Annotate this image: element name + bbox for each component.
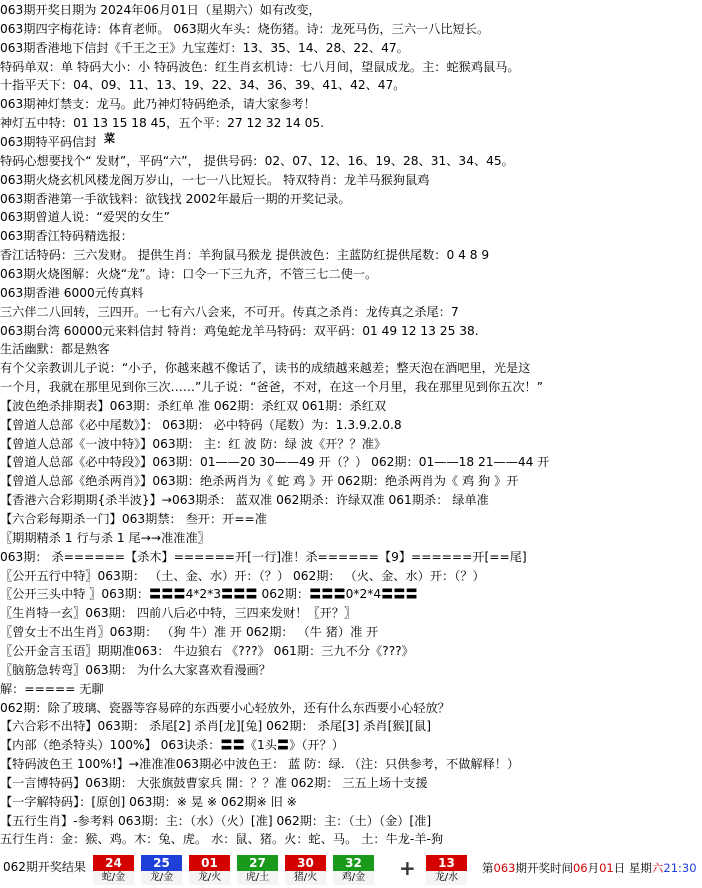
result-ball (237, 855, 278, 885)
text-line: 【一字解特码】：[原创] 063期：※ 晃 ※ 062期※ 旧 ※ (0, 794, 297, 809)
text-line: 【曾道人总部《必中尾数》】： 063期： 必中特码（尾数）为：1.3.9.2.0.8 (0, 417, 402, 432)
text-line: 063期香港第一手欲钱料：欲钱找 2002年最后一期的开奖记录。 (0, 191, 351, 206)
text-line: 【六合彩不出特】063期： 杀尾[2] 杀肖[龙][兔] 062期： 杀尾[3] 杀肖[猴][鼠] (0, 719, 431, 734)
text-line: 香江话特码：三六发财。 提供生肖：羊狗鼠马猴龙 提供波色：主蓝防红提供尾数：0 4 8 9 (0, 248, 490, 263)
next-draw-info (482, 861, 697, 875)
text-line: 〖曾女士不出生肖〗063期： （狗 牛）准 开 062期： （牛 猪）准 开 (0, 625, 379, 640)
ball-number: 01 (189, 855, 230, 871)
text-line: 特码单双：单 特码大小：小 特码波色：红生肖玄机诗：七八月间，望鼠成龙。主：蛇猴鸡鼠马。 (0, 59, 520, 74)
ball-number: 32 (333, 855, 374, 871)
next-month: 06 (572, 861, 588, 875)
ball-zodiac: 猪/火 (285, 871, 326, 885)
text-line: 063期台湾 60000元来料信封 特肖：鸡兔蛇龙羊马特码：双平码：01 49 12 13 25 38. (0, 323, 479, 338)
text-line: 【五行生肖】-参考料 063期：主：（水）（火）[准] 062期：主：（土）（金）[准] (0, 813, 432, 828)
ball-zodiac: 鸡/金 (333, 871, 374, 885)
text-line: 063期香江特码精选报： (0, 229, 133, 244)
ball-number: 30 (285, 855, 326, 871)
text-line: 063期曾道人说：“爱哭的女生” (0, 210, 170, 225)
text-line: 【曾道人总部《绝杀两肖》】063期：绝杀两肖为《 蛇 鸡 》开 062期：绝杀两肖为《 鸡 狗 》开 (0, 474, 519, 489)
text-line: 【曾道人总部《必中特段》】063期：01——20 30——49 开（？） 062期：01——18 21——44 开 (0, 455, 550, 470)
text-line: 063期神灯禁支：龙马。此乃神灯特码绝杀，请大家参考！ (0, 97, 316, 112)
next-sep: 月 (587, 861, 600, 875)
text-line: 【一言博特码】063期： 大张旗鼓曹家兵 開：？？准 062期： 三五上场十支援 (0, 775, 428, 790)
text-line: 【特码波色王 100%!】→准准准063期必中波色王： 蓝 防：绿. （注：只供参考，不做解释！） (0, 757, 520, 771)
result-ball (93, 855, 134, 885)
text-line: 063期特平码信封 (0, 135, 97, 149)
watermark-glyph: 菜 (104, 132, 115, 145)
result-ball (189, 855, 230, 885)
text-line: 生活幽默：都是熟客 (0, 342, 110, 357)
text-line: 【曾道人总部《一波中特》】063期： 主：红 波 防：绿 波《开？？准》 (0, 436, 387, 451)
ball-zodiac: 龙/金 (141, 871, 182, 885)
text-line: 063期香港地下信封《千王之王》九宝莲灯：13、35、14、28、22、47。 (0, 40, 409, 55)
ball-zodiac: 虎/土 (237, 871, 278, 885)
ball-zodiac: 龙/火 (189, 871, 230, 885)
plus-sign: + (399, 856, 416, 880)
result-ball (141, 855, 182, 885)
text-line: 〖公开金言玉语〗期期准063： 牛边狼右 《???》 061期：三九不分《???》 (0, 643, 414, 658)
text-line: 063期火烧图解：火烧“龙”。诗：口令一下三九齐，不管三七二使一。 (0, 266, 378, 281)
result-ball (285, 855, 326, 885)
text-line: 063期开奖日期为 2024年06月01日（星期六）如有改变， (0, 3, 321, 17)
next-weekday: 六 (651, 861, 664, 875)
result-ball (333, 855, 374, 885)
text-line: 十指平天下：04、09、11、13、19、22、34、36、39、41、42、47。 (0, 78, 406, 93)
text-line: 063期： 杀======【杀木】======开[一行]准！杀======【9】======开[==尾] (0, 549, 527, 564)
text-line: 〖生肖特一玄〗063期： 四前八后必中特，三四来发财！〖开？〗 (0, 606, 357, 621)
text-line: 解：===== 无聊 (0, 681, 104, 696)
ball-zodiac: 蛇/金 (93, 871, 134, 885)
text-line: 063期香港 6000元传真料 (0, 285, 144, 300)
text-line: 【波色绝杀排期表】063期：杀红单 准 062期：杀红双 061期：杀红双 (0, 398, 387, 413)
text-line: 三六伴二八回转，三四开。一七有六八会来，不可开。传真之杀肖：龙传真之杀尾：7 (0, 304, 459, 319)
next-day: 01 (599, 861, 614, 875)
text-line: 【六合彩每期杀一门】063期禁： 叁开：开==准 (0, 512, 267, 526)
special-ball (426, 855, 467, 885)
result-title: 062期开奖结果 (3, 860, 86, 874)
next-mid: 期开奖时间 (515, 861, 573, 875)
next-period: 063 (493, 861, 516, 875)
text-line: 神灯五中特：01 13 15 18 45，五个平：27 12 32 14 05. (0, 116, 325, 131)
ball-number: 13 (426, 855, 467, 871)
result-bar (0, 852, 702, 888)
next-prefix: 第 (482, 861, 494, 875)
next-day-suffix: 日 星期 (613, 861, 652, 875)
text-line: 【内部（绝杀特头）100%】 063诀杀：〓〓《1头〓》（开？） (0, 738, 344, 753)
ball-zodiac: 龙/水 (426, 871, 467, 885)
ball-number: 25 (141, 855, 182, 871)
text-line: 五行生肖：金：猴、鸡。木：兔、虎。 水：鼠、猪。火：蛇、马。 土：牛龙-羊-狗 (0, 832, 444, 847)
text-line: 063期四字梅花诗：体育老师。 063期火车头：烧伤猪。诗：龙死马伤，三六一八比短长。 (0, 21, 490, 36)
ball-number: 27 (237, 855, 278, 871)
next-time: 21:30 (663, 861, 697, 875)
ball-number: 24 (93, 855, 134, 871)
text-line: 062期：除了玻璃、瓷器等容易碎的东西要小心轻放外，还有什么东西要小心轻放？ (0, 700, 450, 715)
text-line: 〖脑筋急转弯〗063期： 为什么大家喜欢看漫画？ (0, 662, 271, 677)
text-line: 〖公开五行中特〗063期： （土、金、水）开：（？） 062期： （火、金、水）开：（？） (0, 568, 485, 583)
text-line: 〖期期精杀 1 行与杀 1 尾→→准准准〗 (0, 530, 210, 545)
text-line: 有个父亲教训儿子说：“小子，你越来越不像话了，读书的成绩越来越差；整天泡在酒吧里，光是这 (0, 361, 531, 376)
text-line: 063期火烧玄机风楼龙阁万岁山，一七一八比短长。 特双特肖：龙羊马猴狗鼠鸡 (0, 172, 430, 187)
text-line: 〖公开三头中特 〗063期：〓〓〓4*2*3〓〓〓 062期：〓〓〓0*2*4〓〓〓 (0, 587, 418, 602)
text-line: 一个月，我就在那里见到你三次……”儿子说：“爸爸，不对，在这一个月里，我在那里见到你五次！” (0, 380, 544, 394)
text-line: 特码心想要找个“ 发财”，平码“六”， 提供号码：02、07、12、16、19、28、31、34、45。 (0, 153, 514, 168)
text-line: 【香港六合彩期期{杀半波}】→063期杀： 蓝双准 062期杀：许绿双准 061期杀： 绿单准 (0, 493, 489, 508)
